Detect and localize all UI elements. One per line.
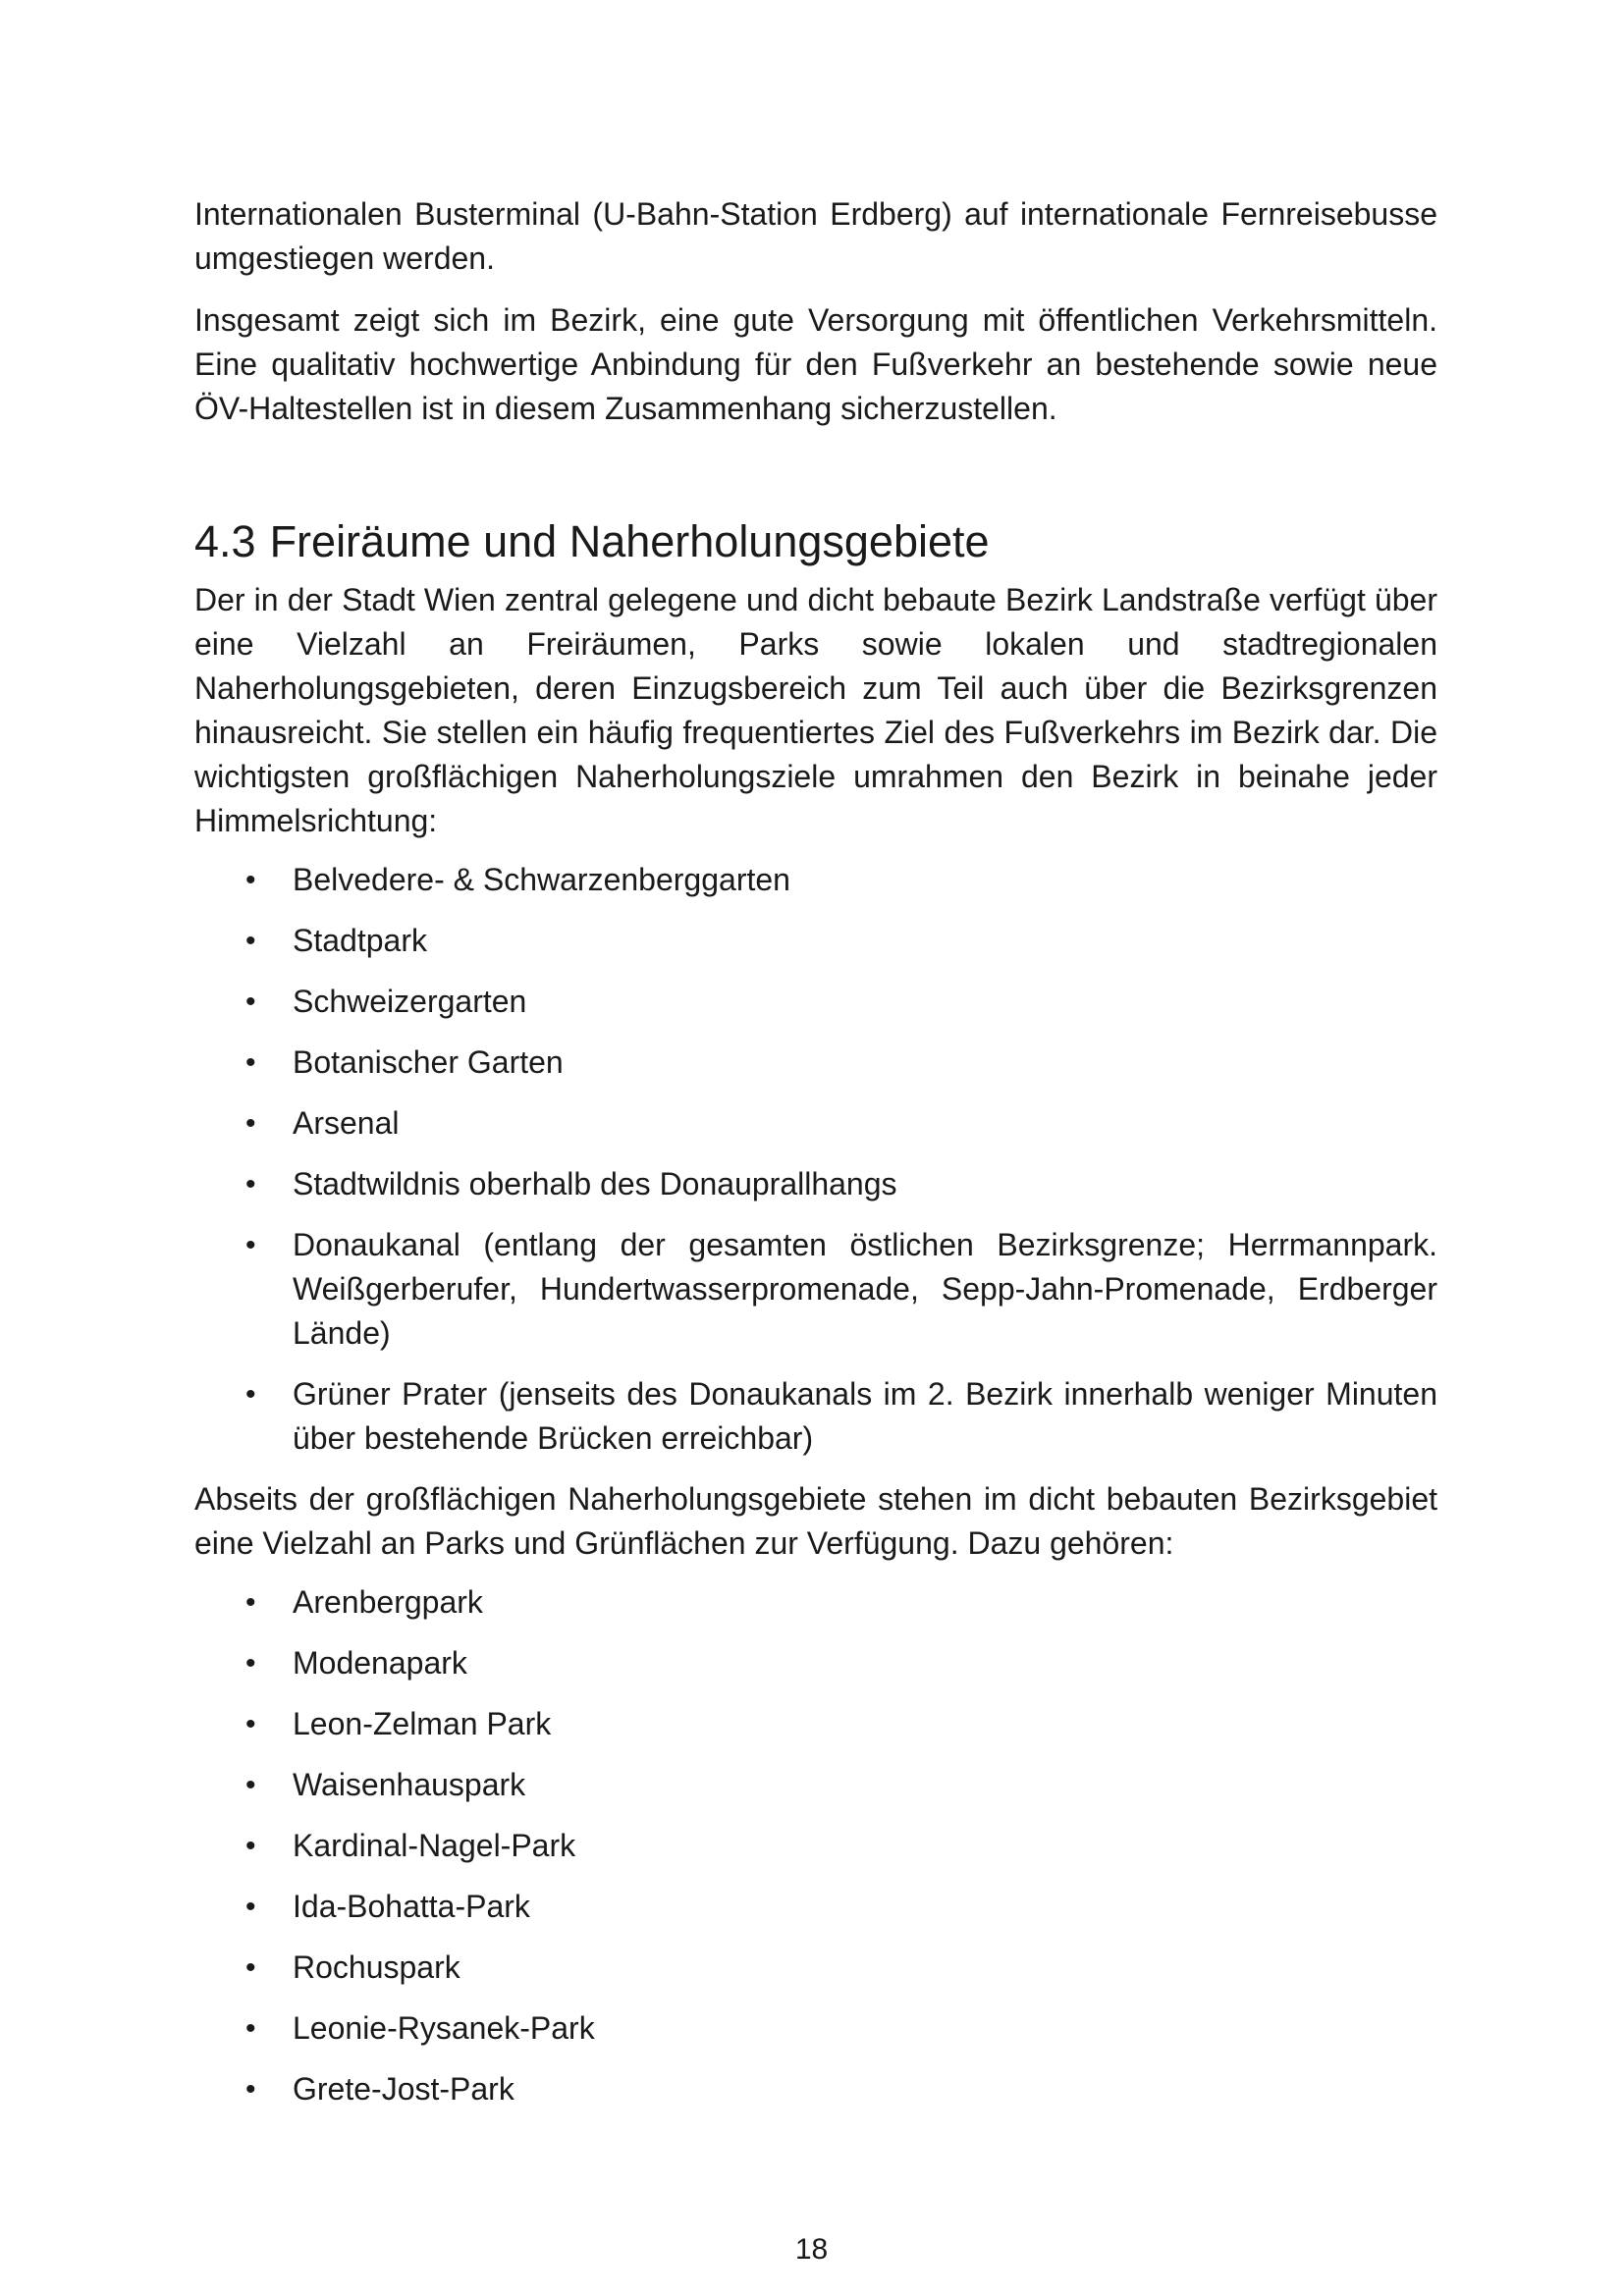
paragraph-parks-intro: Abseits der großflächigen Naherholungsgebiete stehen im dicht bebauten Bezirksgebiet eine Vielzahl an Parks und Grünflächen zur Verfügung. Dazu gehören:: [194, 1481, 1437, 1561]
list-item: • Belvedere- & Schwarzenberggarten: [194, 858, 1437, 902]
bullet-icon: •: [245, 1891, 256, 1923]
paragraph-freiraeume-intro: Der in der Stadt Wien zentral gelegene und dicht bebaute Bezirk Landstraße verfügt über eine Vielzahl an Freiräumen, Parks sowie lokalen und stadtregionalen Naherholungsgebieten, deren Einzugsbereich zum Teil auch über die Bezirksgrenzen hinausreicht. Sie stellen ein häufig frequentiertes Ziel des Fußverkehrs im Bezirk dar. Die wichtigsten großflächigen Naherholungsziele umrahmen den Bezirk in beinahe jeder Himmelsrichtung:: [194, 582, 1437, 838]
list-item: • Rochuspark: [194, 1946, 1437, 1990]
document-page: [194, 192, 1437, 2128]
list-item: • Waisenhauspark: [194, 1763, 1437, 1807]
list-item: • Stadtpark: [194, 919, 1437, 963]
bullet-icon: •: [245, 1107, 256, 1140]
bullet-icon: •: [245, 1046, 256, 1079]
section-number: 4.3: [194, 516, 256, 566]
list-item: • Leon-Zelman Park: [194, 1702, 1437, 1746]
bullet-icon: •: [245, 1951, 256, 1984]
list-item: • Kardinal-Nagel-Park: [194, 1824, 1437, 1868]
bullet-icon: •: [245, 1830, 256, 1862]
list-item: • Arenbergpark: [194, 1580, 1437, 1625]
list-item: • Leonie-Rysanek-Park: [194, 2006, 1437, 2051]
bullet-icon: •: [245, 2073, 256, 2106]
bullet-icon: •: [245, 925, 256, 957]
page-number: 18: [794, 2233, 829, 2266]
bullet-icon: •: [245, 1168, 256, 1201]
list-item: • Grüner Prater (jenseits des Donaukanals im 2. Bezirk innerhalb weniger Minuten über bestehende Brücken erreichbar): [194, 1372, 1437, 1461]
bullet-icon: •: [245, 1708, 256, 1740]
naherholungsziele-list: [194, 858, 1437, 1461]
list-item: • Schweizergarten: [194, 980, 1437, 1024]
bullet-icon: •: [245, 1586, 256, 1619]
bullet-icon: •: [245, 986, 256, 1018]
list-item: • Botanischer Garten: [194, 1041, 1437, 1085]
list-item: • Ida-Bohatta-Park: [194, 1885, 1437, 1929]
list-item: • Modenapark: [194, 1641, 1437, 1685]
section-heading: [194, 513, 1437, 570]
parks-list: [194, 1580, 1437, 2111]
list-item: • Stadtwildnis oberhalb des Donauprallhangs: [194, 1162, 1437, 1206]
list-item: • Arsenal: [194, 1101, 1437, 1146]
bullet-icon: •: [245, 1769, 256, 1801]
bullet-icon: •: [245, 2012, 256, 2045]
paragraph-oev-versorgung: Insgesamt zeigt sich im Bezirk, eine gute Versorgung mit öffentlichen Verkehrsmitteln. Eine qualitativ hochwertige Anbindung für den Fußverkehr an bestehende sowie neue ÖV-Haltestellen ist in diesem Zusammenhang sicherzustellen.: [194, 302, 1437, 426]
bullet-icon: •: [245, 1647, 256, 1680]
section-title: Freiräume und Naherholungsgebiete: [269, 516, 990, 566]
list-item: • Grete-Jost-Park: [194, 2067, 1437, 2111]
paragraph-busterminal: Internationalen Busterminal (U-Bahn-Station Erdberg) auf internationale Fernreisebusse umgestiegen werden.: [194, 196, 1437, 276]
list-item: • Donaukanal (entlang der gesamten östlichen Bezirksgrenze; Herrmannpark. Weißgerberufer, Hundertwasserpromenade, Sepp-Jahn-Promenade, Erdberger Lände): [194, 1223, 1437, 1356]
bullet-icon: •: [245, 1378, 256, 1411]
bullet-icon: •: [245, 1229, 256, 1261]
bullet-icon: •: [245, 864, 256, 896]
